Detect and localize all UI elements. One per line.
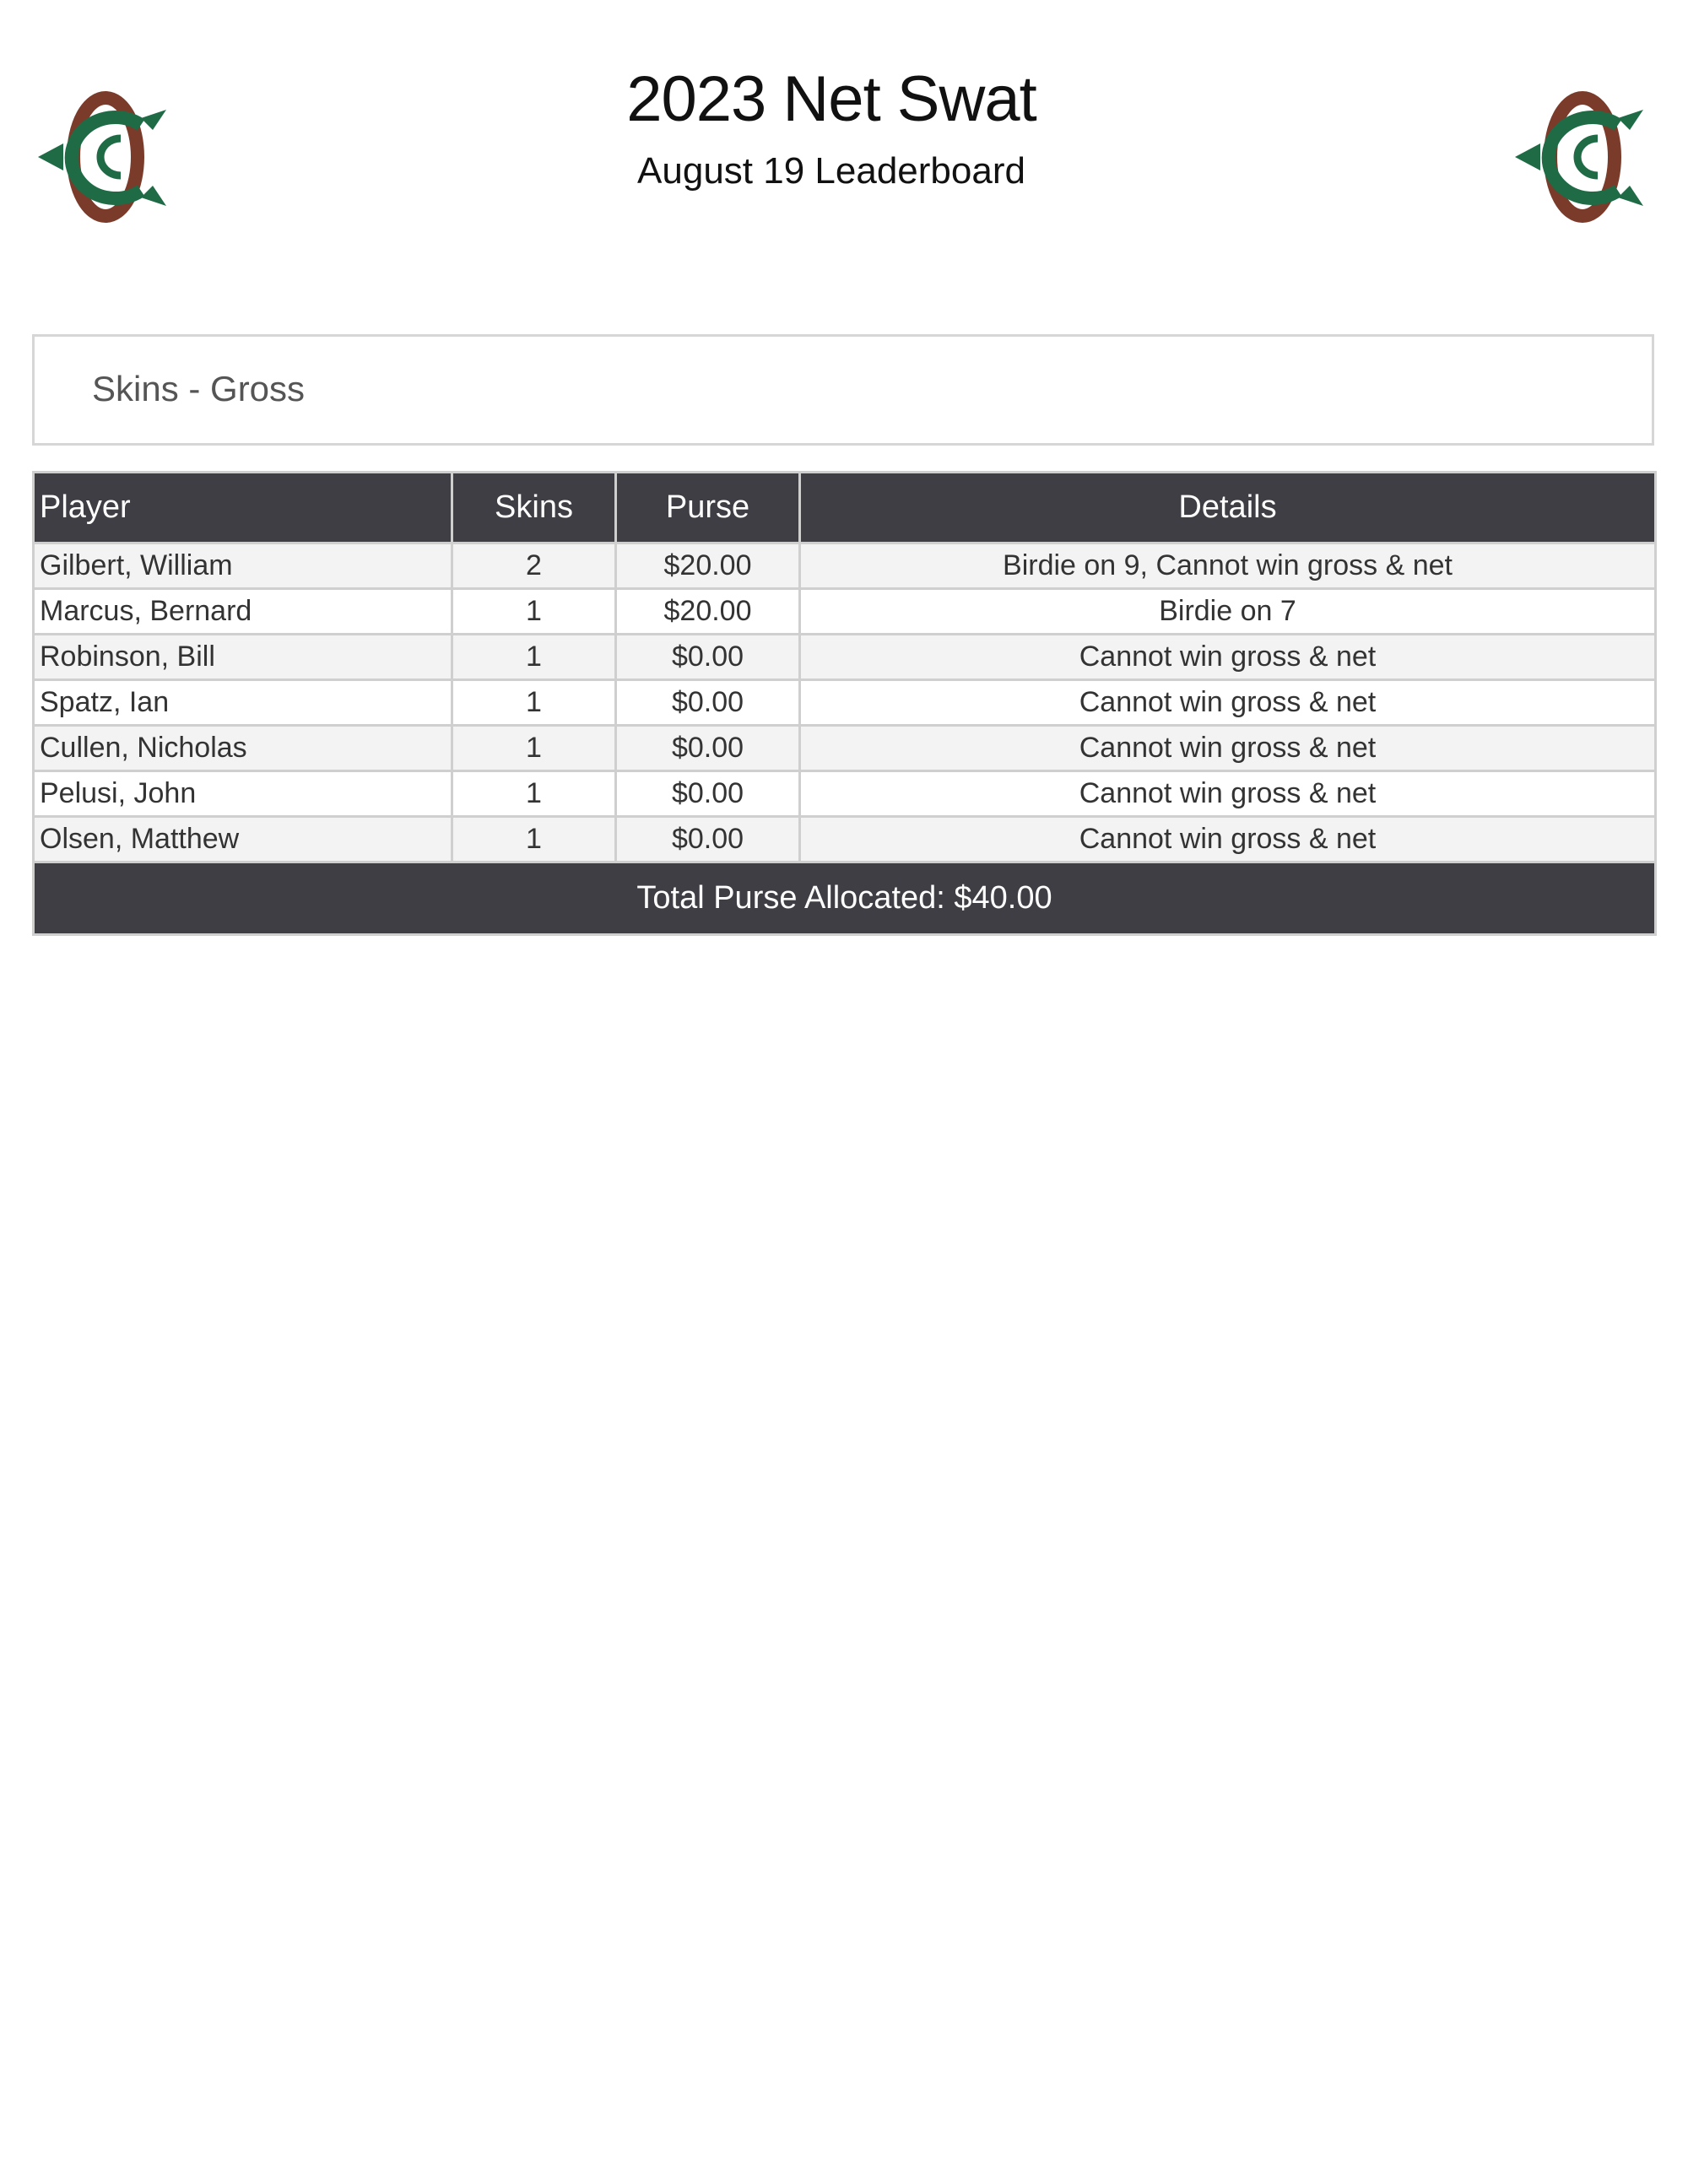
column-header-purse: Purse xyxy=(616,473,800,543)
details-text: Cannot win gross & net xyxy=(800,817,1656,862)
section-title: Skins - Gross xyxy=(92,369,306,408)
player-name: Gilbert, William xyxy=(34,543,452,589)
table-row xyxy=(34,589,1656,635)
column-header-player: Player xyxy=(34,473,452,543)
skins-count: 1 xyxy=(452,589,616,635)
table-row xyxy=(34,771,1656,817)
column-header-skins: Skins xyxy=(452,473,616,543)
player-name: Olsen, Matthew xyxy=(34,817,452,862)
player-name: Pelusi, John xyxy=(34,771,452,817)
skins-count: 1 xyxy=(452,680,616,726)
column-header-details: Details xyxy=(800,473,1656,543)
details-text: Birdie on 7 xyxy=(800,589,1656,635)
section-header xyxy=(32,334,1654,446)
skins-count: 2 xyxy=(452,543,616,589)
total-purse: Total Purse Allocated: $40.00 xyxy=(34,862,1656,935)
player-name: Robinson, Bill xyxy=(34,635,452,680)
table-header-row xyxy=(34,473,1656,543)
purse-amount: $0.00 xyxy=(616,817,800,862)
purse-amount: $0.00 xyxy=(616,635,800,680)
purse-amount: $0.00 xyxy=(616,680,800,726)
player-name: Spatz, Ian xyxy=(34,680,452,726)
details-text: Cannot win gross & net xyxy=(800,680,1656,726)
details-text: Cannot win gross & net xyxy=(800,635,1656,680)
purse-amount: $0.00 xyxy=(616,726,800,771)
page-title: 2023 Net Swat xyxy=(626,63,1036,135)
details-text: Cannot win gross & net xyxy=(800,771,1656,817)
skins-count: 1 xyxy=(452,771,616,817)
purse-amount: $20.00 xyxy=(616,589,800,635)
skins-count: 1 xyxy=(452,817,616,862)
details-text: Cannot win gross & net xyxy=(800,726,1656,771)
table-row xyxy=(34,817,1656,862)
player-name: Cullen, Nicholas xyxy=(34,726,452,771)
page-subtitle: August 19 Leaderboard xyxy=(637,150,1025,192)
skins-count: 1 xyxy=(452,726,616,771)
purse-amount: $20.00 xyxy=(616,543,800,589)
table-row xyxy=(34,635,1656,680)
purse-amount: $0.00 xyxy=(616,771,800,817)
table-row xyxy=(34,726,1656,771)
skins-count: 1 xyxy=(452,635,616,680)
details-text: Birdie on 9, Cannot win gross & net xyxy=(800,543,1656,589)
table-row xyxy=(34,543,1656,589)
table-footer-row xyxy=(34,862,1656,935)
table-row xyxy=(34,680,1656,726)
player-name: Marcus, Bernard xyxy=(34,589,452,635)
skins-table xyxy=(32,471,1657,936)
